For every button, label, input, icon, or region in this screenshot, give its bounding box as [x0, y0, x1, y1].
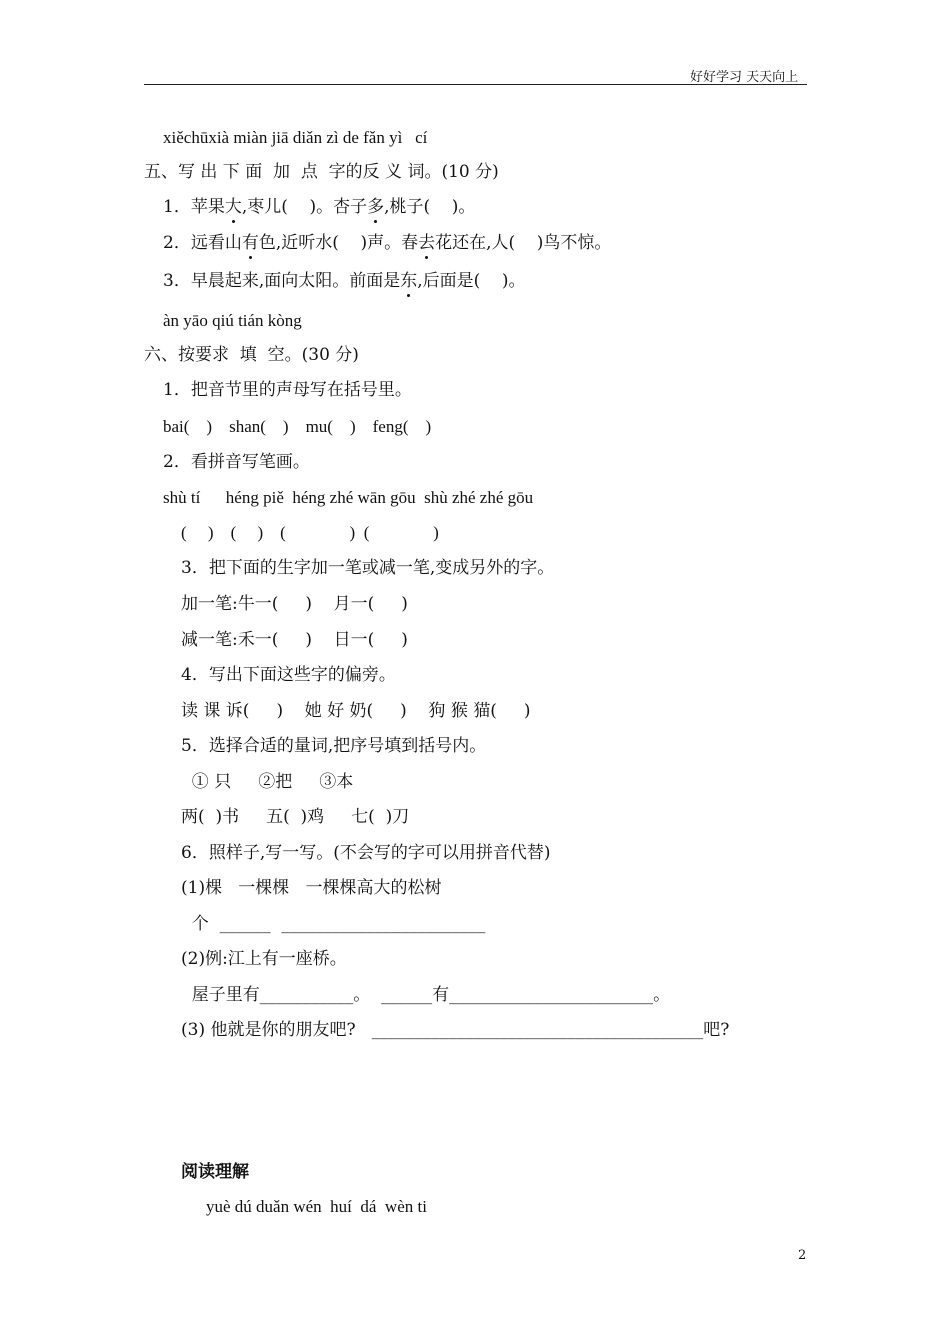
q6-example-3: (3) 他就是你的朋友吧? _______________________________________吧?	[181, 1020, 730, 1040]
q5-title: 5．选择合适的量词,把序号填到括号内。	[181, 736, 487, 756]
dotted-char: 多	[367, 197, 385, 217]
section5-pinyin: xiěchūxià miàn jiā diǎn zì de fǎn yì cí	[163, 128, 428, 147]
dotted-char: 有	[241, 233, 259, 253]
section6-title: 六、按要求 填 空。(30 分)	[144, 345, 359, 365]
q5-options: ① 只 ②把 ③本	[181, 772, 354, 792]
page-number: 2	[798, 1248, 807, 1263]
section5-title: 五、写 出 下 面 加 点 字的反 义 词。(10 分)	[144, 162, 499, 182]
q3-title: 3．把下面的生字加一笔或减一笔,变成另外的字。	[181, 558, 555, 578]
q3-subtract: 减一笔:禾一( ) 日一( )	[181, 630, 408, 650]
reading-pinyin: yuè dú duǎn wén huí dá wèn ti	[206, 1197, 427, 1216]
q6-title: 6．照样子,写一写。(不会写的字可以用拼音代替)	[181, 843, 551, 863]
dotted-char: 去	[418, 233, 436, 253]
q2-pinyin: shù tí héng piě héng zhé wān gōu shù zhé zhé gōu	[163, 488, 534, 507]
q4-items: 读 课 诉( ) 她 好 奶( ) 狗 猴 猫( )	[181, 701, 531, 721]
header-rule	[144, 84, 807, 85]
q3-add: 加一笔:牛一( ) 月一( )	[181, 594, 408, 614]
q4-title: 4．写出下面这些字的偏旁。	[181, 665, 396, 685]
q1-title: 1．把音节里的声母写在括号里。	[163, 380, 412, 400]
q5-items: 两( )书 五( )鸡 七( )刀	[181, 807, 410, 827]
q6-example-1-answer: 个 ______ ________________________	[181, 914, 486, 934]
q6-example-2-answer: 屋子里有___________。 ______有________________________。	[181, 985, 671, 1005]
page-header: 好好学习 天天向上	[690, 70, 799, 85]
section6-pinyin: àn yāo qiú tián kòng	[163, 311, 302, 330]
q6-example-2: (2)例:江上有一座桥。	[181, 949, 347, 969]
q6-example-1: (1)棵 一棵棵 一棵棵高大的松树	[181, 878, 442, 898]
section5-question-2: 2．远看山有色,近听水( )声。春去花还在,人( )鸟不惊。	[163, 233, 612, 253]
dotted-char: 大	[224, 197, 242, 217]
reading-title: 阅读理解	[181, 1162, 249, 1182]
section5-question-1: 1．苹果大,枣儿( )。杏子多,桃子( )。	[163, 197, 476, 217]
section5-question-3: 3．早晨起来,面向太阳。前面是东,后面是( )。	[163, 271, 526, 291]
q2-title: 2．看拼音写笔画。	[163, 452, 310, 472]
dotted-char: 东	[400, 271, 418, 291]
q1-items: bai( ) shan( ) mu( ) feng( )	[163, 417, 432, 436]
q2-brackets: ( ) ( ) ( ) ( )	[181, 523, 439, 542]
